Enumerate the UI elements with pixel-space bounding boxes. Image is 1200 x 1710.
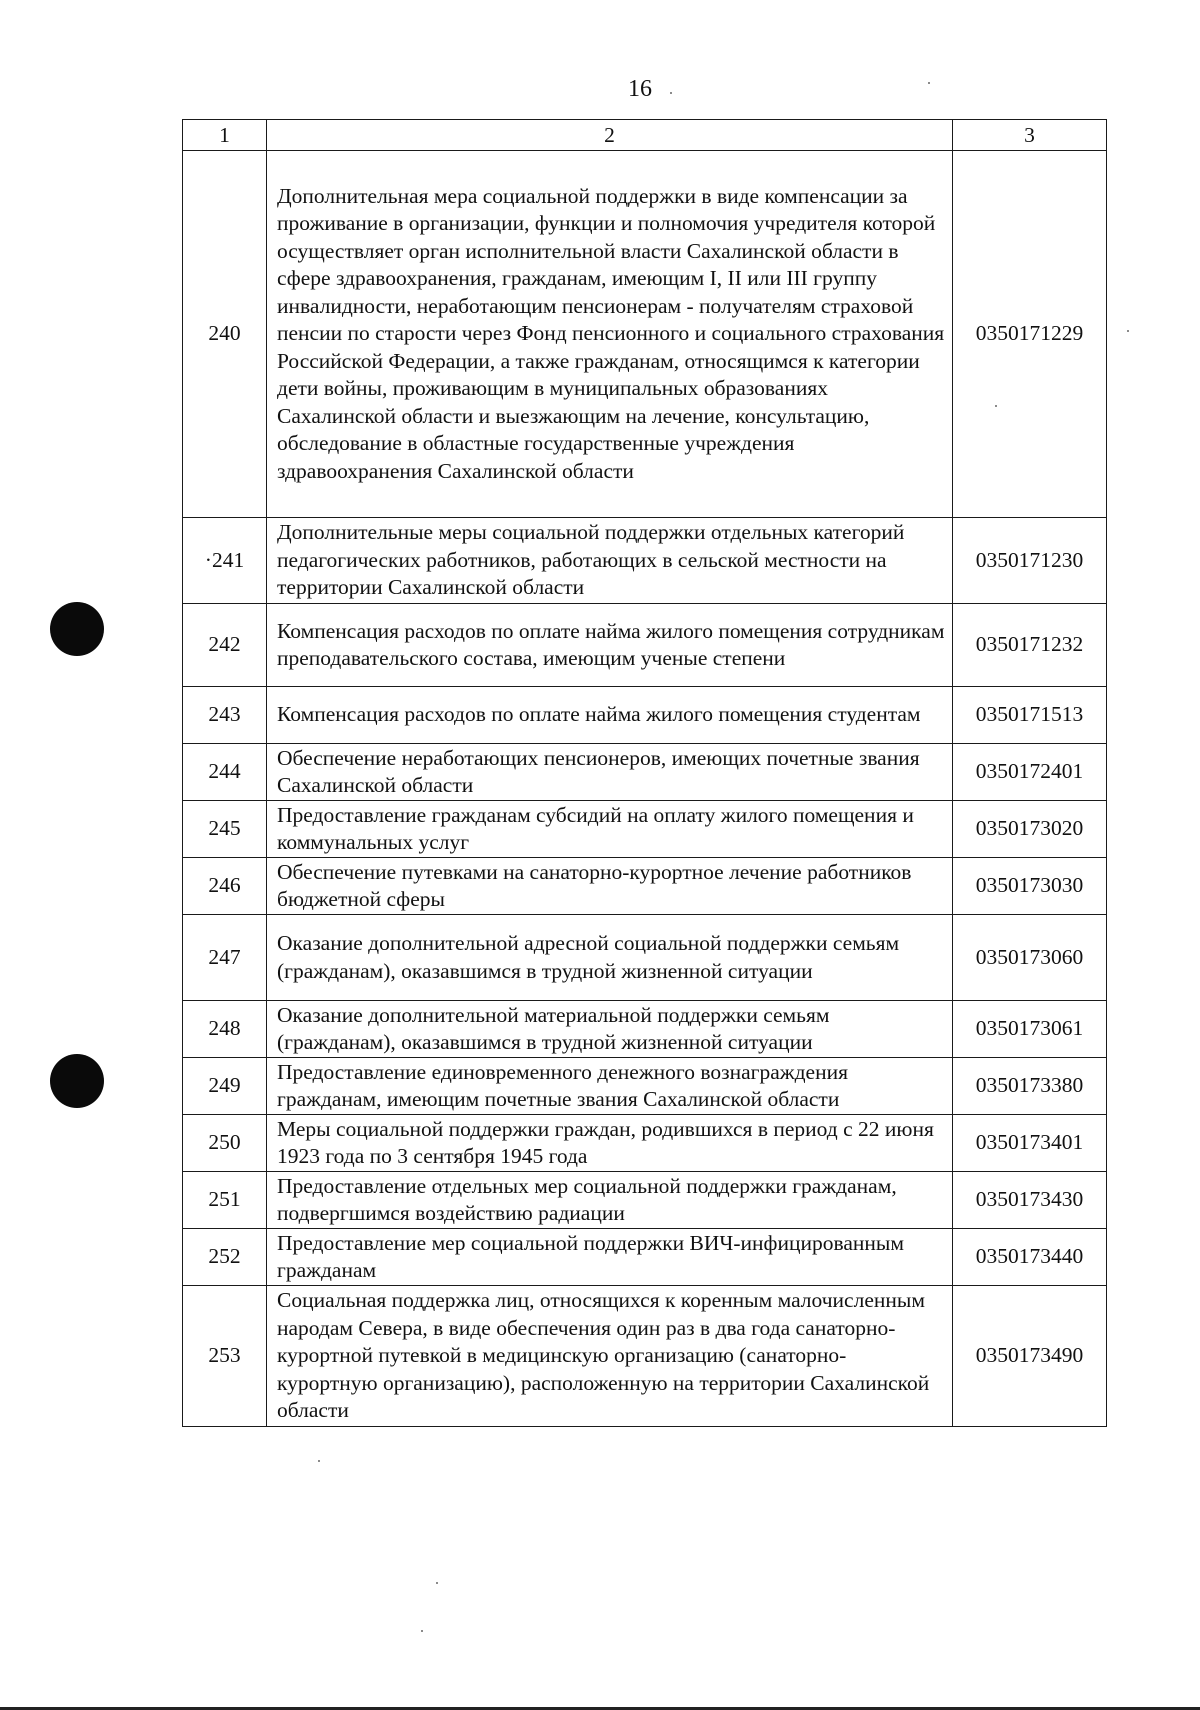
table-row <box>183 1115 1107 1172</box>
table-header-row <box>183 120 1107 151</box>
punch-hole-mark <box>50 602 104 656</box>
row-number: 242 <box>183 604 267 687</box>
row-description: Оказание дополнительной адресной социальной поддержки семьям (гражданам), оказавшимся в трудной жизненной ситуации <box>267 915 953 1001</box>
table-row <box>183 744 1107 801</box>
punch-hole-mark <box>50 1054 104 1108</box>
table-row <box>183 604 1107 687</box>
row-description: Обеспечение неработающих пенсионеров, имеющих почетные звания Сахалинской области <box>267 744 953 801</box>
row-description: Оказание дополнительной материальной поддержки семьям (гражданам), оказавшимся в трудной жизненной ситуации <box>267 1001 953 1058</box>
row-code: 0350171513 <box>953 687 1107 744</box>
row-code: 0350172401 <box>953 744 1107 801</box>
row-description: Компенсация расходов по оплате найма жилого помещения студентам <box>267 687 953 744</box>
row-description: Социальная поддержка лиц, относящихся к коренным малочисленным народам Севера, в виде обеспечения один раз в два года санаторно-курортной путевкой в медицинскую организацию (санаторно-курортную организацию), расположенную на территории Сахалинской области <box>267 1286 953 1427</box>
scan-speck <box>670 92 672 94</box>
row-number: 253 <box>183 1286 267 1427</box>
row-description: Компенсация расходов по оплате найма жилого помещения сотрудникам преподавательского состава, имеющим ученые степени <box>267 604 953 687</box>
scan-speck <box>1127 330 1129 332</box>
row-number: ·241 <box>183 518 267 604</box>
row-number: 249 <box>183 1058 267 1115</box>
row-code: 0350171230 <box>953 518 1107 604</box>
row-number: 243 <box>183 687 267 744</box>
row-code: 0350173060 <box>953 915 1107 1001</box>
table-row <box>183 1001 1107 1058</box>
scan-speck <box>318 1460 320 1462</box>
scan-speck <box>995 405 997 407</box>
row-number: 246 <box>183 858 267 915</box>
row-number: 248 <box>183 1001 267 1058</box>
row-code: 0350173061 <box>953 1001 1107 1058</box>
row-number: 252 <box>183 1229 267 1286</box>
scan-speck <box>421 1630 423 1632</box>
table-row <box>183 1229 1107 1286</box>
table-row <box>183 687 1107 744</box>
table-row <box>183 518 1107 604</box>
column-header-3: 3 <box>953 120 1107 151</box>
row-number: 251 <box>183 1172 267 1229</box>
row-code: 0350171232 <box>953 604 1107 687</box>
table-row <box>183 858 1107 915</box>
row-description: Дополнительные меры социальной поддержки отдельных категорий педагогических работников, работающих в сельской местности на территории Сахалинской области <box>267 518 953 604</box>
row-code: 0350173030 <box>953 858 1107 915</box>
table-row <box>183 1058 1107 1115</box>
row-description: Обеспечение путевками на санаторно-курортное лечение работников бюджетной сферы <box>267 858 953 915</box>
page-number: 16 <box>628 76 652 102</box>
row-code: 0350171229 <box>953 151 1107 518</box>
row-description: Предоставление мер социальной поддержки ВИЧ-инфицированным гражданам <box>267 1229 953 1286</box>
table-row <box>183 1172 1107 1229</box>
row-number: 240 <box>183 151 267 518</box>
table-row <box>183 915 1107 1001</box>
table-row <box>183 801 1107 858</box>
row-code: 0350173490 <box>953 1286 1107 1427</box>
row-number: 250 <box>183 1115 267 1172</box>
row-code: 0350173430 <box>953 1172 1107 1229</box>
row-description: Предоставление единовременного денежного вознаграждения гражданам, имеющим почетные звания Сахалинской области <box>267 1058 953 1115</box>
budget-codes-table <box>182 119 1107 1427</box>
row-description: Предоставление отдельных мер социальной поддержки гражданам, подвергшимся воздействию радиации <box>267 1172 953 1229</box>
row-number: 245 <box>183 801 267 858</box>
column-header-1: 1 <box>183 120 267 151</box>
row-code: 0350173380 <box>953 1058 1107 1115</box>
row-code: 0350173401 <box>953 1115 1107 1172</box>
row-code: 0350173020 <box>953 801 1107 858</box>
table-row <box>183 151 1107 518</box>
row-number: 247 <box>183 915 267 1001</box>
row-description: Меры социальной поддержки граждан, родившихся в период с 22 июня 1923 года по 3 сентября 1945 года <box>267 1115 953 1172</box>
scan-speck <box>436 1582 438 1584</box>
scan-speck <box>928 82 930 84</box>
row-number: 244 <box>183 744 267 801</box>
row-description: Предоставление гражданам субсидий на оплату жилого помещения и коммунальных услуг <box>267 801 953 858</box>
row-description: Дополнительная мера социальной поддержки в виде компенсации за проживание в организации, функции и полномочия учредителя которой осуществляет орган исполнительной власти Сахалинской области в сфере здравоохранения, гражданам, имеющим I, II или III группу инвалидности, неработающим пенсионерам - получателям страховой пенсии по старости через Фонд пенсионного и социального страхования Российской Федерации, а также гражданам, относящимся к категории дети войны, проживающим в муниципальных образованиях Сахалинской области и выезжающим на лечение, консультацию, обследование в областные государственные учреждения здравоохранения Сахалинской области <box>267 151 953 518</box>
column-header-2: 2 <box>267 120 953 151</box>
table-row <box>183 1286 1107 1427</box>
row-code: 0350173440 <box>953 1229 1107 1286</box>
